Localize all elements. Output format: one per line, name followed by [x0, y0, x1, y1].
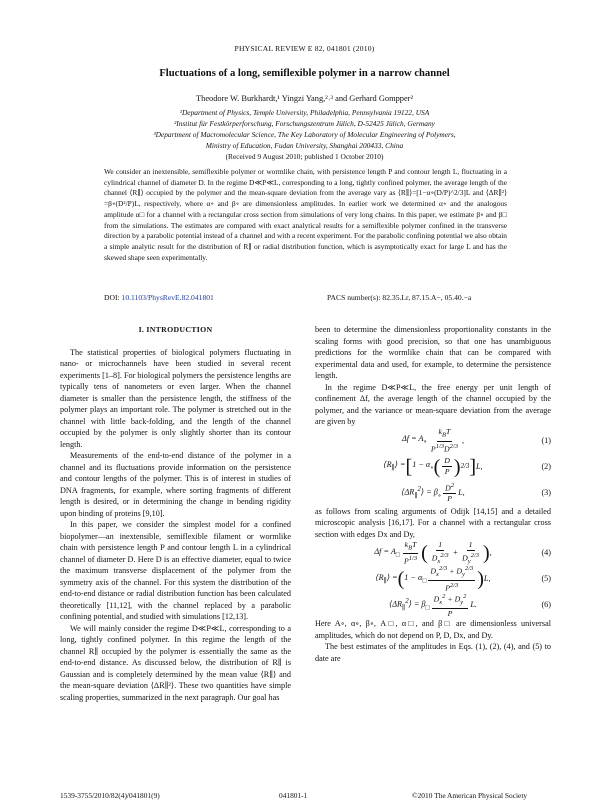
paper-title: Fluctuations of a long, semiflexible polymer in a narrow channel — [159, 68, 450, 79]
equation-5: $⟨R_\parallel⟩$ = ( $1 - \alpha_□$ $\frac{D_x^{2/3} + D_y^{2/3}}{P^{2/3}}$ ) L, (5) — [375, 565, 551, 594]
left-column — [60, 324, 291, 704]
doi-link[interactable]: 10.1103/PhysRevE.82.041801 — [121, 293, 214, 302]
doi-label: DOI: — [104, 293, 120, 302]
doi-line — [104, 293, 214, 302]
abstract: We consider an inextensible, semiflexible polymer or wormlike chain, with persistence length P and contour length L, fluctuating in a cylindrical channel of diameter D. In the regime D≪P≪L, corresponding to a long, tightly confined polymer, the average length of the channel ⟨R∥⟩ occupied by the polymer and the mean-square deviation from the average vary as ⟨R∥⟩=[1−α∘(D/P)^2/3]L and ⟨ΔR∥²⟩=β∘(D²/P)L, respectively, where α∘ and β∘ are dimensionless amplitudes. In earlier work we determined α∘ and the analogous amplitude α□ for a channel with a rectangular cross section from simulations of very long chains. In this paper, we estimate β∘ and β□ from the simulations. The estimates are compared with exact analytical results for a semiflexible polymer confined in the transverse direction by a parabolic potential instead of a channel and with a recent experiment. For the parabolic confining potential we also obtain a simple analytic result for the distribution of R∥ or radial distribution function, which is asymptotically exact for large L and has the skewed shape seen experimentally. — [104, 167, 507, 262]
right-column — [315, 324, 551, 664]
right-paragraph-2: In the regime D≪P≪L, the free energy per unit length of confinement Δf, the average length of the channel occupied by the polymer, and the variance or mean-square deviation from the average are given by — [315, 382, 551, 427]
affiliation-3-cont: Ministry of Education, Fudan University, Shanghai 200433, China — [205, 141, 404, 150]
intro-paragraph-1: The statistical properties of biological polymers fluctuating in nano- or microchannels have been studied in several recent experiments [1–8]. For biological polymers the persistence lengths are typically tens of nanometers or even larger. When the channel diameter is smaller than the persistence length, the stiffness of the polymer plays an important role. The polymer is stretched out in the channel with little back-folding, and the length of the channel occupied by the polymer is only slightly shorter than its contour length. — [60, 347, 291, 449]
equation-3: $⟨\Delta R_\parallel^2⟩ = \beta_\circ$ $\frac{D^2}{P}$ L, (3) — [401, 481, 551, 504]
equation-number: (6) — [541, 600, 551, 610]
equation-number: (3) — [541, 487, 551, 497]
intro-paragraph-4: We will mainly consider the regime D≪P≪L, corresponding to a long, tightly confined polymer. In this regime the length of the channel R∥ occupied by the polymer is essentially the same as the end-to-end distance. As discussed below, the distribution of R∥ is Gaussian and is completely determined by the mean value ⟨R∥⟩ and the mean-square deviation ⟨ΔR∥²⟩. These two quantities have simple scaling properties, summarized in the next paragraph. Our goal has — [60, 623, 291, 702]
equation-number: (2) — [541, 461, 551, 471]
affiliation-2: ²Institut für Festkörperforschung, Forschungszentrum Jülich, D-52425 Jülich, Germany — [174, 119, 435, 128]
footer-issn: 1539-3755/2010/82(4)/041801(9) — [60, 791, 160, 800]
author-list: Theodore W. Burkhardt,¹ Yingzi Yang,²˒³ and Gerhard Gompper² — [196, 94, 413, 103]
equation-number: (5) — [541, 574, 551, 584]
equation-number: (4) — [541, 548, 551, 558]
right-paragraph-5: The best estimates of the amplitudes in Eqs. (1), (2), (4), and (5) to date are — [315, 642, 551, 663]
received-dates: (Received 9 August 2010; published 1 October 2010) — [225, 152, 384, 161]
affiliation-3: ³Department of Macromolecular Science, The Key Laboratory of Molecular Engineering of Polymers, — [153, 130, 456, 139]
section-heading: I. INTRODUCTION — [138, 325, 213, 334]
footer-page-number: 041801-1 — [279, 791, 308, 800]
right-paragraph-1: been to determine the dimensionless proportionality constants in the scaling forms with good precision, so that one has unambiguous predictions for the wormlike chain that can be compared with experimental data and used, for example, to determine the persistence length. — [315, 325, 551, 381]
right-paragraph-3: as follows from scaling arguments of Odijk [14,15] and a detailed microscopic analysis [16,17]. For a channel with a rectangular cross section with edges Dx and Dy, — [315, 506, 551, 539]
intro-paragraph-2: Measurements of the end-to-end distance of the polymer in a channel and its fluctuations provide information on the persistence and contour lengths of the polymer. This is of interest in studies of DNA fragments, for example, where sorting fragments of different length is desired, or in determining the change in bending rigidity upon binding of proteins [9,10]. — [60, 451, 291, 518]
intro-paragraph-3: In this paper, we consider the simplest model for a confined biopolymer—an inextensible, semiflexible filament or wormlike chain with persistence length P and contour length L in a cylindrical channel of diameter D. Here D is an effective diameter, equal to twice the maximum transverse displacement of the polymer from the symmetry axis of the channel. For this system the distribution of the end-to-end distance or radial distribution function has been calculated theoretically [11,12], with the channel replaced by a parabolic confining potential, and studied with simulations [12,13]. — [60, 520, 291, 622]
equation-2: $⟨R_\parallel⟩$ = [ $1 - \alpha_\circ$ ( $\frac{D}{P}$ ) 2/3 ] L, (2) — [383, 455, 551, 478]
journal-header: PHYSICAL REVIEW E 82, 041801 (2010) — [234, 44, 375, 53]
pacs-numbers: PACS number(s): 82.35.Lr, 87.15.A−, 05.40.−a — [327, 293, 472, 302]
equation-1: $\Delta f = A_\circ$ $\frac{k_BT}{P^{1/3}D^{2/3}}$ , (1) — [402, 427, 551, 454]
equation-6: $⟨\Delta R_\parallel^2⟩ = \beta_□$ $\frac{D_x^2 + D_y^2}{P}$ L. (6) — [389, 592, 551, 618]
equation-number: (1) — [541, 435, 551, 445]
affiliation-1: ¹Department of Physics, Temple University, Philadelphia, Pennsylvania 19122, USA — [179, 108, 430, 117]
footer-copyright: ©2010 The American Physical Society — [412, 791, 528, 800]
right-paragraph-4: Here A∘, α∘, β∘, A□, α□, and β□ are dimensionless universal amplitudes, which do not depend on P, D, Dx, and Dy. — [315, 619, 551, 640]
equation-4: $\Delta f = A_□$ $\frac{k_BT}{P^{1/3}}$ ( $\frac{1}{D_x^{2/3}}$ + $\frac{1}{D_y^{2/3}}$ ) , (4) — [374, 539, 551, 566]
